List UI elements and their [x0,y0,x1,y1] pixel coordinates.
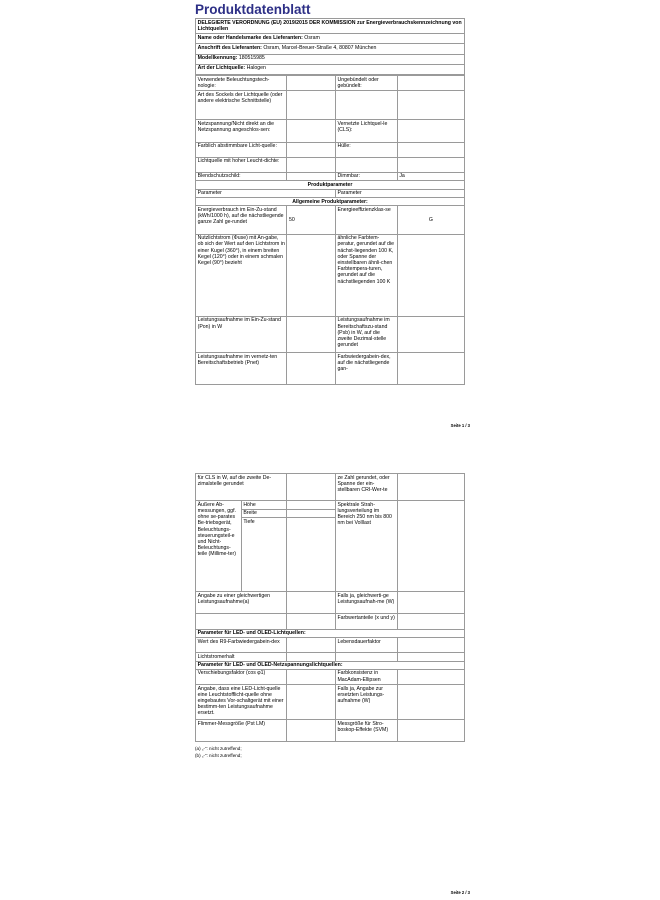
flicker-label: Flimmer-Messgröße (Pst LM) [196,720,287,742]
regulation-text: DELEGIERTE VERORDNUNG (EU) 2019/2015 DER KOMMISSION zur Energieverbrauchskennzeichnung von Lichtquellen [196,19,465,34]
supplier-address-row [196,44,465,54]
model-row [196,54,465,64]
product-sheet-table [195,18,465,75]
mains-led-heading: Parameter für LED- und OLED-Netzspannungslichtquellen: [196,661,465,669]
page-2 [0,465,660,900]
dimmable-value: Ja [397,172,464,180]
energy-consumption-label: Energieverbrauch im Ein-Zu-stand (kWh/1000 h), auf die nächstliegende ganze Zahl ge-rundet [196,206,287,234]
continued-table [195,473,465,742]
cct-label: ähnliche Farbtem-peratur, gerundet auf die nächst-liegenden 100 K, oder Spanne der einstellbaren ähnli-chen Farbtempera-turen, gerundet auf die nächstliegenden 100 K [335,234,397,316]
equivalent-power-r: Falls ja, gleichwerti-ge Leistungsaufnah-me (W) [335,592,397,614]
efficiency-class-value: G [397,206,464,234]
envelope-label: Hülle: [335,142,397,157]
lumen-maintenance-label: Lichtstromerhalt [196,653,287,661]
model-label: Modellkennung: [197,55,238,62]
lighting-tech-label: Verwendete Beleuchtungstech-nologie: [196,75,287,90]
focused-label: Ungebündelt oder gebündelt: [335,75,397,90]
light-type-label: Art der Lichtquelle: [197,65,246,72]
page-1 [0,0,660,440]
general-params-heading: Allgemeine Produktparameter: [196,198,465,206]
footnote-a: (a) „-“: nicht zutreffend; [195,746,242,752]
dimmable-label: Dimmbar: [335,172,397,180]
survival-factor-label: Lebensdauerfaktor [335,637,397,652]
chromaticity-label: Farbwertanteile (x und y) [335,614,397,629]
cls-standby-cont: für CLS in W, auf die zweite De-zimalstelle gerundet [196,474,287,501]
page-number-2: Seite 2 / 3 [450,890,470,895]
supplier-address-label: Anschrift des Lieferanten: [197,44,262,51]
page-number-1: Seite 1 / 3 [450,423,470,428]
network-standby-label: Leistungsaufnahme im vernetz-ten Bereitschaftsbetrieb (Pnet) [196,353,287,385]
supplier-name-label: Name oder Handelsmarke des Lieferanten: [197,34,303,41]
supplier-name-value: Osram [304,34,320,41]
standby-power-label: Leistungsaufnahme im Bereitschaftszu-stand (Psb) in W, auf die zweite Dezimal-stelle gerundet [335,316,397,352]
product-params-heading: Produktparameter [196,181,465,189]
page-2-content [195,473,465,759]
spectral-label: Spektrale Strah-lungsverteilung im Bereich 250 nm bis 800 nm bei Volllast [335,501,397,592]
tunable-label: Farblich abstimmbare Licht-quelle: [196,142,287,157]
mains-label: Netzspannung/Nicht direkt an die Netzspannung angeschlos-sen: [196,120,287,142]
cri-label: Farbwiedergabein-dex, auf die nächstliegende gan- [335,353,397,385]
stroboscopic-label: Messgröße für Stro-boskop-Effekte (SVM) [335,720,397,742]
model-value: 180515985 [238,55,265,62]
replacement-claim-r: Falls ja, Angabe zur ersetzten Leistungs-aufnahme (W) [335,685,397,720]
param-right-header: Parameter [335,189,464,197]
cap-type-label: Art des Sockels der Lichtquelle (oder andere elektrische Schnittstelle) [196,91,287,120]
efficiency-class-label: Energieeffizienzklas-se [335,206,397,234]
colour-consistency-label: Farbkonsistenz in MacAdam-Ellipsen [335,669,397,684]
light-type-value: Halogen [246,65,266,72]
cls-label: Vernetzte Lichtquel-le (CLS): [335,120,397,142]
high-luminance-label: Lichtquelle mit hoher Leucht-dichte: [196,157,287,172]
dim-width-label: Breite [241,509,287,517]
equivalent-power-label: Angabe zu einer gleichwertigen Leistungsaufnahme(a) [196,592,287,614]
light-type-row [196,64,465,74]
supplier-name-row [196,34,465,44]
footnotes [195,746,465,759]
dimensions-label: Äußere Ab-messungen, ggf. ohne se-parates Be-triebsgerät, Beleuchtungs-steuerungsteil-e und Nicht-Beleuchtungs-teile (Millime-ter) [196,501,242,592]
footnote-b: (b) „-“: nicht zutreffend; [195,752,242,758]
page-1-content [195,2,465,385]
displacement-factor-label: Verschiebungsfaktor (cos φ1) [196,669,287,684]
dim-depth-label: Tiefe [241,517,287,591]
r9-label: Wert des R9-Farbwiedergabein-dex [196,637,287,652]
on-mode-power-label: Leistungsaufnahme im Ein-Zu-stand (Pon) in W [196,316,287,352]
document-title: Produktdatenblatt [195,2,311,17]
replacement-claim-label: Angabe, dass eine LED-Licht-quelle eine Leuchtstofflicht-quelle ohne eingebautes Vor-schaltgerät mit einer bestimm-ten Leistungsaufnahme ersetzt. [196,685,287,720]
dim-height-label: Höhe [241,501,287,509]
param-left-header: Parameter [196,189,336,197]
cri-cont: ze Zahl gerundet, oder Spanne der ein-stellbaren CRI-Wer-te [335,474,397,501]
useful-flux-label: Nutzlichtstrom (Φuse) mit An-gabe, ob sich der Wert auf den Lichtstrom in einer Kugel (360°), in einem breiten Kegel (120°) oder in einem schmalen Kegel (90°) bezieht [196,234,287,316]
anti-glare-label: Blendschutzschild: [196,172,287,180]
supplier-address-value: Osram, Marcel-Breuer-Straße 4, 80807 München [263,44,377,51]
general-table [195,75,465,385]
energy-consumption-value: 50 [287,206,335,234]
led-params-heading: Parameter für LED- und OLED-Lichtquellen: [196,629,465,637]
